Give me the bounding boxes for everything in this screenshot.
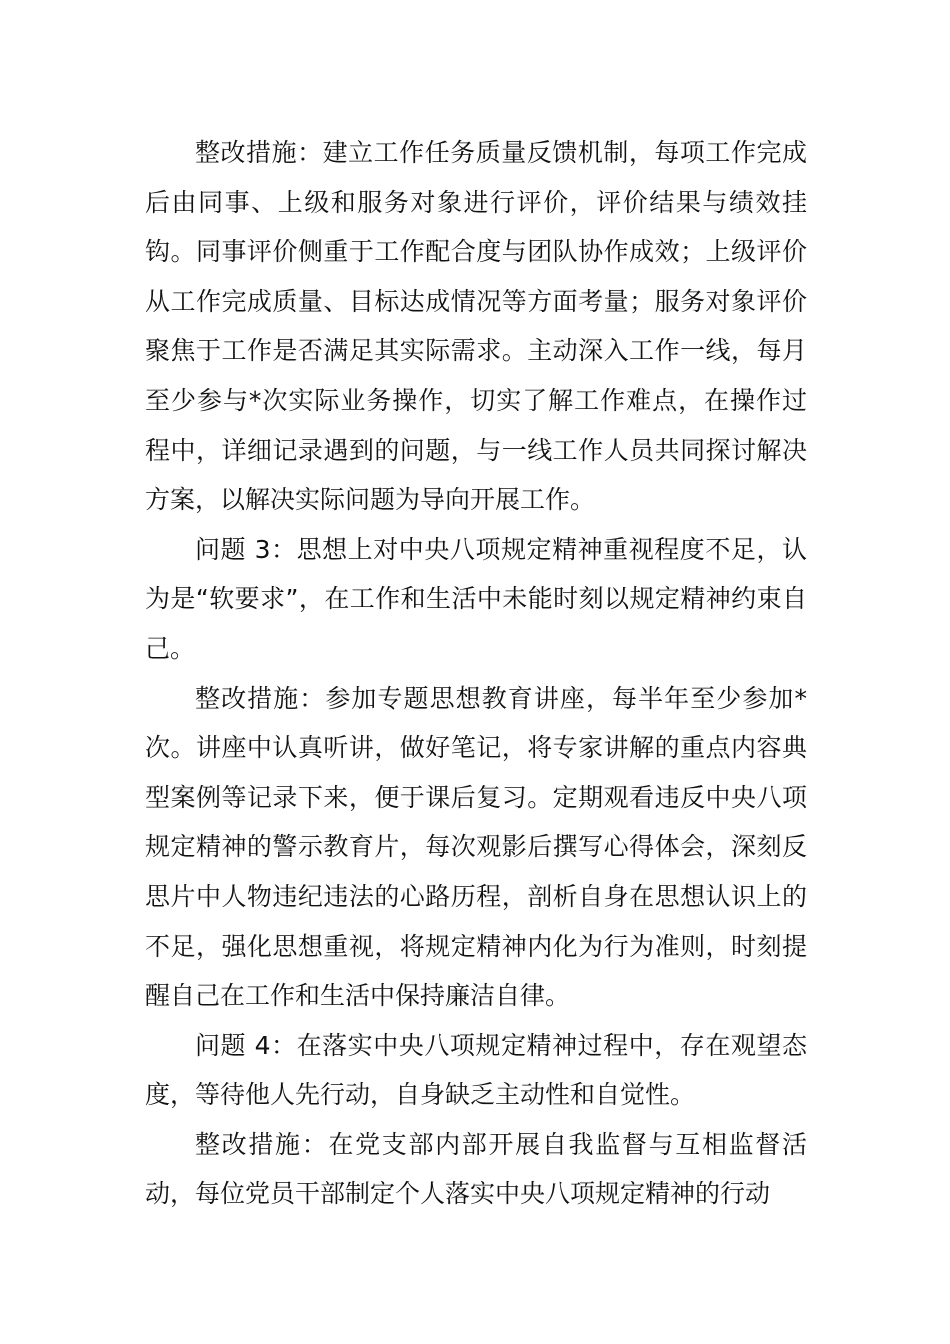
paragraph-problem-4: 问题 4：在落实中央八项规定精神过程中，存在观望态度，等待他人先行动，自身缺乏主动性和自觉性。	[145, 1030, 807, 1110]
paragraph-problem-3: 问题 3：思想上对中央八项规定精神重视程度不足，认为是“软要求”，在工作和生活中未能时刻以规定精神约束自己。	[145, 534, 807, 663]
paragraph-rectification-feedback: 整改措施：建立工作任务质量反馈机制，每项工作完成后由同事、上级和服务对象进行评价，评价结果与绩效挂钩。同事评价侧重于工作配合度与团队协作成效；上级评价从工作完成质量、目标达成情况等方面考量；服务对象评价聚焦于工作是否满足其实际需求。主动深入工作一线，每月至少参与*次实际业务操作，切实了解工作难点，在操作过程中，详细记录遇到的问题，与一线工作人员共同探讨解决方案，以解决实际问题为导向开展工作。	[145, 138, 807, 515]
paragraph-rectification-supervision: 整改措施：在党支部内部开展自我监督与互相监督活动，每位党员干部制定个人落实中央八项规定精神的行动	[145, 1129, 807, 1209]
document-body	[145, 128, 807, 1219]
paragraph-rectification-education: 整改措施：参加专题思想教育讲座，每半年至少参加*次。讲座中认真听讲，做好笔记，将专家讲解的重点内容典型案例等记录下来，便于课后复习。定期观看违反中央八项规定精神的警示教育片，每次观影后撰写心得体会，深刻反思片中人物违纪违法的心路历程，剖析自身在思想认识上的不足，强化思想重视，将规定精神内化为行为准则，时刻提醒自己在工作和生活中保持廉洁自律。	[145, 683, 807, 1011]
